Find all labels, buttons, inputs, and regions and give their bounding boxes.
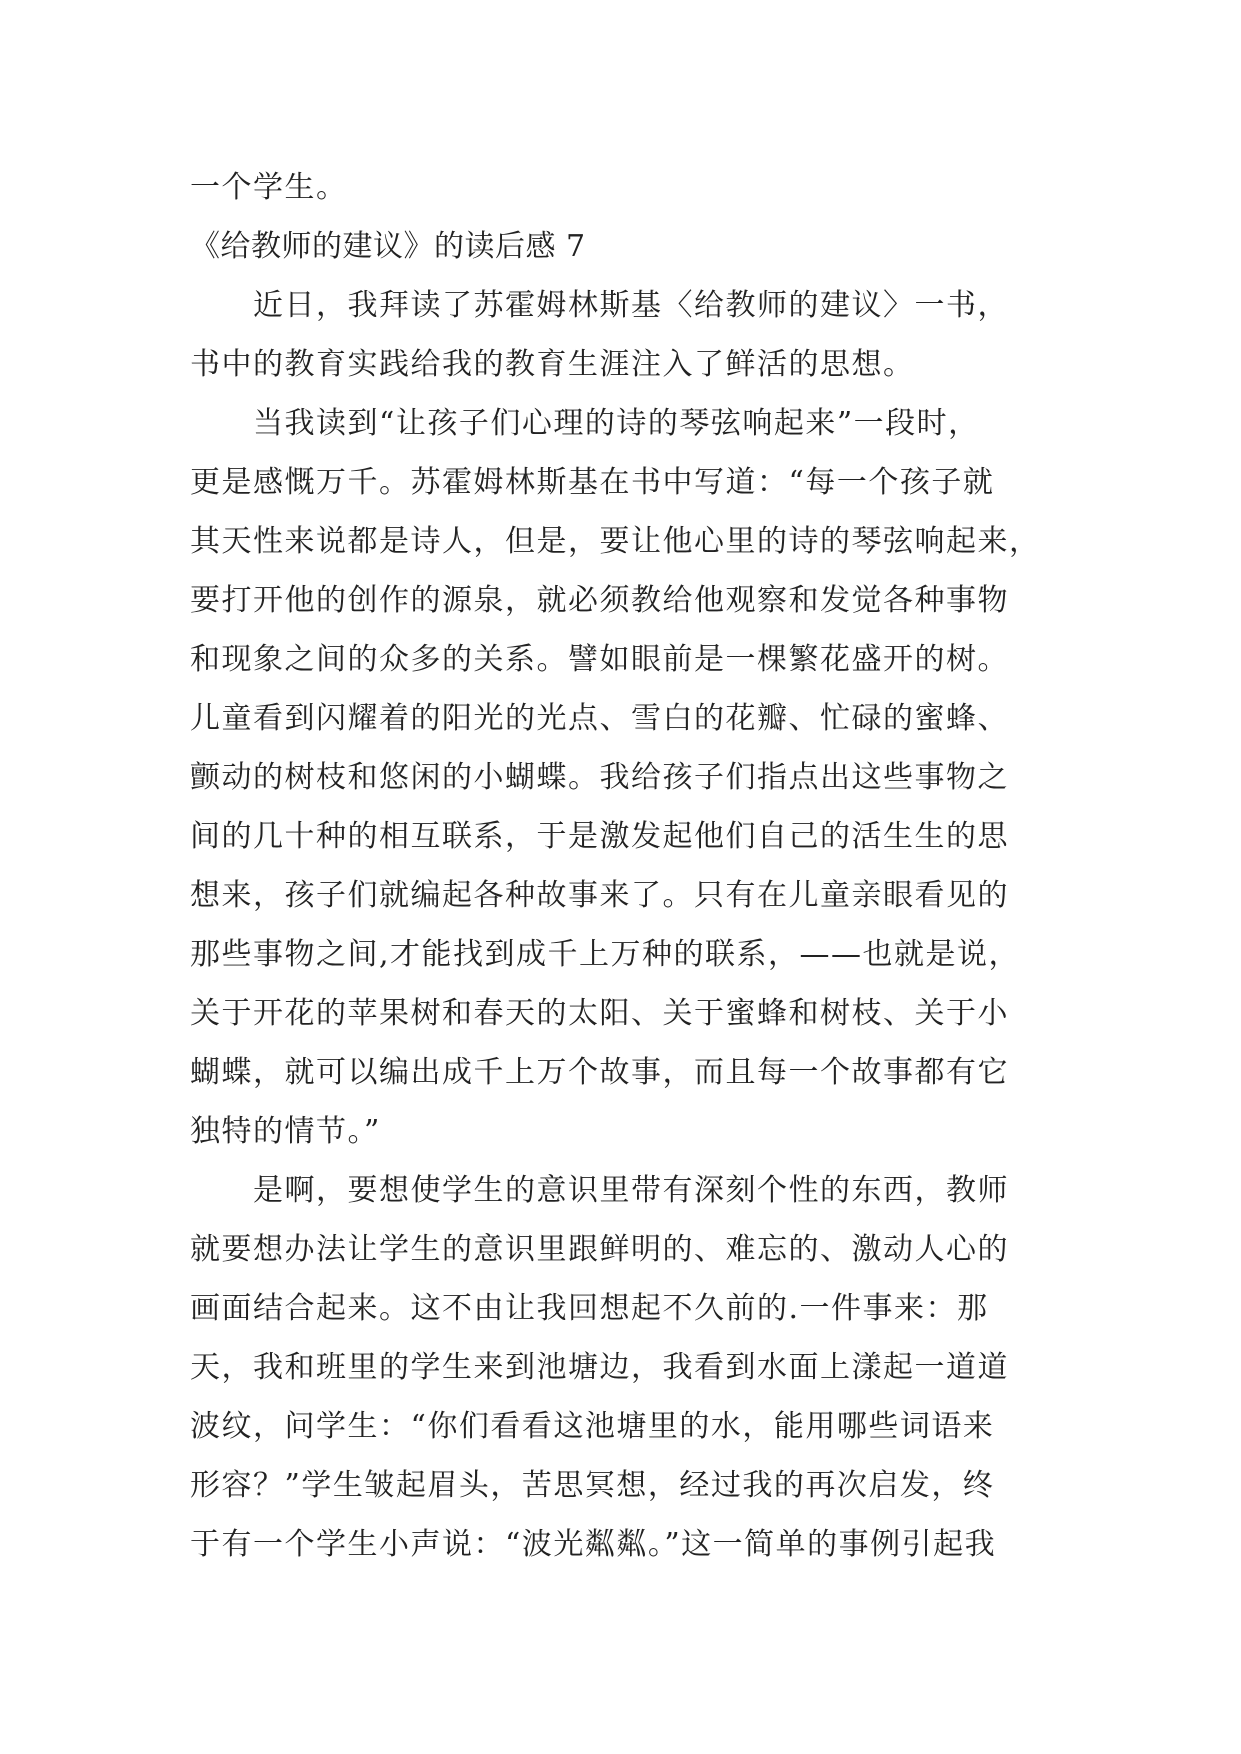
text-line: 于有一个学生小声说：“波光粼粼。”这一简单的事例引起我 <box>190 1527 997 1562</box>
text-line: 关于开花的苹果树和春天的太阳、关于蜜蜂和树枝、关于小 <box>190 996 1009 1031</box>
text-line: 天，我和班里的学生来到池塘边，我看到水面上漾起一道道 <box>190 1350 1009 1385</box>
text-line: 其天性来说都是诗人，但是，要让他心里的诗的琴弦响起来， <box>190 524 1041 559</box>
text-line: 间的几十种的相互联系，于是激发起他们自己的活生生的思 <box>190 819 1009 854</box>
text-line: 书中的教育实践给我的教育生涯注入了鲜活的思想。 <box>190 347 915 382</box>
text-line: 要打开他的创作的源泉，就必须教给他观察和发觉各种事物 <box>190 583 1009 618</box>
text-line: 那些事物之间,才能找到成千上万种的联系，——也就是说， <box>190 937 1021 972</box>
text-line: 形容？”学生皱起眉头，苦思冥想，经过我的再次启发，终 <box>190 1468 995 1503</box>
text-line: 就要想办法让学生的意识里跟鲜明的、难忘的、激动人心的 <box>190 1232 1009 1267</box>
essay-title: 《给教师的建议》的读后感 7 <box>190 229 586 264</box>
text-line: 波纹，问学生：“你们看看这池塘里的水，能用哪些词语来 <box>190 1409 995 1444</box>
text-line: 蝴蝶，就可以编出成千上万个故事，而且每一个故事都有它 <box>190 1055 1009 1090</box>
text-line: 当我读到“让孩子们心理的诗的琴弦响起来”一段时， <box>190 406 980 441</box>
text-line: 是啊，要想使学生的意识里带有深刻个性的东西，教师 <box>190 1173 1009 1208</box>
text-line: 颤动的树枝和悠闲的小蝴蝶。我给孩子们指点出这些事物之 <box>190 760 1009 795</box>
text-line: 更是感慨万千。苏霍姆林斯基在书中写道：“每一个孩子就 <box>190 465 995 500</box>
text-line: 画面结合起来。这不由让我回想起不久前的.一件事来：那 <box>190 1291 989 1326</box>
text-line: 独特的情节。” <box>190 1114 381 1149</box>
text-line: 一个学生。 <box>190 170 348 205</box>
text-line: 近日，我拜读了苏霍姆林斯基〈给教师的建议〉一书， <box>190 288 1009 323</box>
document-body <box>190 158 1052 1574</box>
text-line: 儿童看到闪耀着的阳光的光点、雪白的花瓣、忙碌的蜜蜂、 <box>190 701 1009 736</box>
text-line: 和现象之间的众多的关系。譬如眼前是一棵繁花盛开的树。 <box>190 642 1009 677</box>
text-line: 想来，孩子们就编起各种故事来了。只有在儿童亲眼看见的 <box>190 878 1009 913</box>
